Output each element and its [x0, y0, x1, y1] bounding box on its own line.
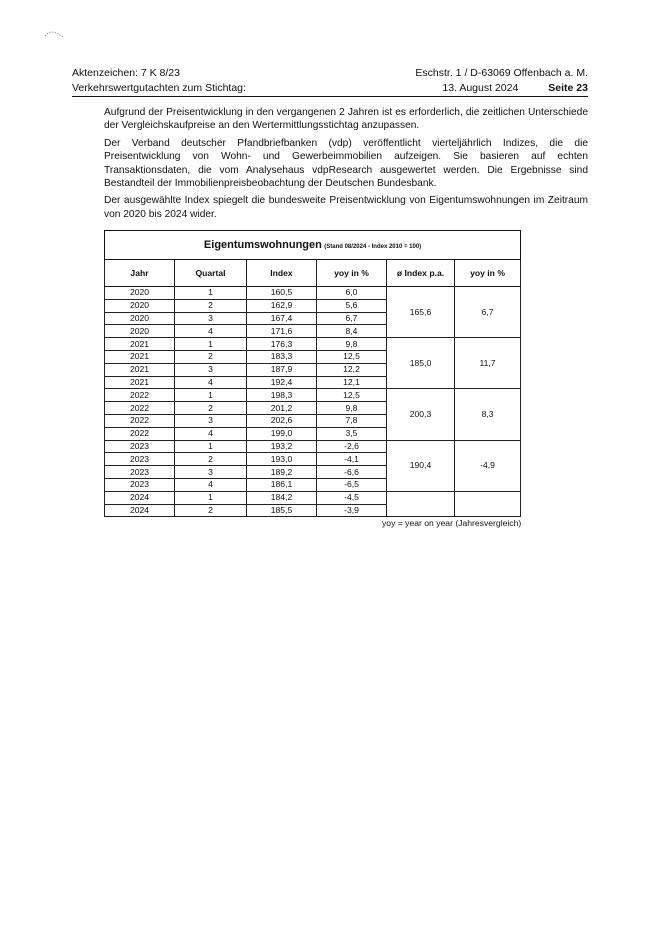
cell-year: 2020: [105, 325, 175, 338]
cell-annual-yoy: 6,7: [455, 287, 521, 338]
cell-index: 185,5: [247, 504, 317, 517]
price-index-table: [104, 230, 521, 517]
cell-quarter: 1: [175, 389, 247, 402]
cell-year: 2021: [105, 363, 175, 376]
cell-year: 2021: [105, 338, 175, 351]
cell-yoy: 9,8: [317, 402, 387, 415]
cell-yoy: -6,6: [317, 466, 387, 479]
table-row: [105, 440, 521, 453]
cell-quarter: 1: [175, 491, 247, 504]
cell-avg-index: 200,3: [387, 389, 455, 440]
paragraph-3: Der ausgewählte Index spiegelt die bundesweite Preisentwicklung von Eigentumswohnungen im Zeitraum von 2020 bis 2024 wider.: [104, 195, 588, 220]
table-row: [105, 389, 521, 402]
body-text: [104, 106, 588, 225]
col-header-quarter: Quartal: [175, 260, 247, 287]
cell-index: 171,6: [247, 325, 317, 338]
cell-index: 189,2: [247, 466, 317, 479]
file-reference: Aktenzeichen: 7 K 8/23: [72, 67, 180, 79]
cell-quarter: 3: [175, 466, 247, 479]
header-row-1: [72, 66, 588, 81]
cell-quarter: 2: [175, 504, 247, 517]
cell-annual-yoy: -4,9: [455, 440, 521, 491]
cell-yoy: -6,5: [317, 478, 387, 491]
col-header-year: Jahr: [105, 260, 175, 287]
cell-index: 183,3: [247, 350, 317, 363]
table-header-row: [105, 260, 521, 287]
table-title: Eigentumswohnungen: [203, 239, 322, 251]
cell-year: 2024: [105, 491, 175, 504]
table-row: [105, 491, 521, 504]
table-row: [105, 338, 521, 351]
cell-year: 2021: [105, 350, 175, 363]
cell-quarter: 1: [175, 440, 247, 453]
cell-year: 2022: [105, 402, 175, 415]
table-subtitle: (Stand 08/2024 - Index 2010 = 100): [324, 244, 422, 250]
cell-index: 176,3: [247, 338, 317, 351]
col-header-avg-index: ø Index p.a.: [387, 260, 455, 287]
cell-avg-index: 190,4: [387, 440, 455, 491]
col-header-annual-yoy: yoy in %: [455, 260, 521, 287]
cell-quarter: 4: [175, 376, 247, 389]
cell-year: 2020: [105, 312, 175, 325]
cell-index: 167,4: [247, 312, 317, 325]
cell-index: 186,1: [247, 478, 317, 491]
report-date: 13. August 2024: [442, 82, 519, 94]
cell-year: 2023: [105, 478, 175, 491]
table-title-cell: [105, 231, 521, 260]
court-address: Eschstr. 1 / D-63069 Offenbach a. M.: [415, 67, 588, 79]
cell-yoy: 12,1: [317, 376, 387, 389]
cell-index: 201,2: [247, 402, 317, 415]
cell-index: 202,6: [247, 414, 317, 427]
cell-year: 2022: [105, 414, 175, 427]
cell-annual-yoy: 11,7: [455, 338, 521, 389]
cell-quarter: 3: [175, 363, 247, 376]
cell-index: 199,0: [247, 427, 317, 440]
paragraph-2: Der Verband deutscher Pfandbriefbanken (vdp) veröffentlicht vierteljährlich Indizes, die die Preisentwicklung von Wohn- und Gewerbeimmobilien aufzeigen. Sie basieren auf echten Transaktionsdaten, die vom Analysehaus vdpResearch ausgewertet werden. Die Ergebnisse sind Bestandteil der Immobilienpreisbeobachtung der Deutschen Bundesbank.: [104, 137, 588, 190]
cell-index: 193,0: [247, 453, 317, 466]
cell-index: 160,5: [247, 287, 317, 300]
cell-yoy: 12,5: [317, 389, 387, 402]
page-number: Seite 23: [548, 82, 588, 94]
cell-annual-yoy: [455, 491, 521, 517]
cell-yoy: 6,7: [317, 312, 387, 325]
cell-year: 2023: [105, 466, 175, 479]
cell-quarter: 4: [175, 427, 247, 440]
table-footnote: yoy = year on year (Jahresvergleich): [382, 518, 522, 528]
cell-yoy: 12,5: [317, 350, 387, 363]
cell-avg-index: 185,0: [387, 338, 455, 389]
cell-quarter: 2: [175, 453, 247, 466]
cell-yoy: -3,9: [317, 504, 387, 517]
scan-artifact-mark: [44, 30, 64, 38]
cell-index: 198,3: [247, 389, 317, 402]
cell-yoy: -2,6: [317, 440, 387, 453]
cell-index: 192,4: [247, 376, 317, 389]
cell-index: 184,2: [247, 491, 317, 504]
cell-index: 162,9: [247, 299, 317, 312]
cell-index: 193,2: [247, 440, 317, 453]
cell-year: 2023: [105, 440, 175, 453]
cell-year: 2024: [105, 504, 175, 517]
cell-yoy: 6,0: [317, 287, 387, 300]
cell-quarter: 4: [175, 478, 247, 491]
cell-annual-yoy: 8,3: [455, 389, 521, 440]
col-header-yoy: yoy in %: [317, 260, 387, 287]
cell-year: 2022: [105, 427, 175, 440]
col-header-index: Index: [247, 260, 317, 287]
cell-year: 2020: [105, 299, 175, 312]
cell-quarter: 4: [175, 325, 247, 338]
cell-quarter: 2: [175, 350, 247, 363]
cell-quarter: 1: [175, 338, 247, 351]
cell-avg-index: [387, 491, 455, 517]
cell-yoy: 5,6: [317, 299, 387, 312]
cell-yoy: 9,8: [317, 338, 387, 351]
cell-yoy: 8,4: [317, 325, 387, 338]
cell-yoy: 3,5: [317, 427, 387, 440]
cell-quarter: 1: [175, 287, 247, 300]
cell-yoy: -4,5: [317, 491, 387, 504]
paragraph-1: Aufgrund der Preisentwicklung in den vergangenen 2 Jahren ist es erforderlich, die zeitlichen Unterschiede der Vergleichskaufpreise an den Wertermittlungsstichtag anzupassen.: [104, 107, 588, 132]
header-right-group: [442, 81, 588, 96]
cell-yoy: 12,2: [317, 363, 387, 376]
cell-year: 2020: [105, 287, 175, 300]
cell-year: 2022: [105, 389, 175, 402]
table-title-row: [105, 231, 521, 260]
cell-quarter: 2: [175, 299, 247, 312]
cell-index: 187,9: [247, 363, 317, 376]
cell-yoy: -4,1: [317, 453, 387, 466]
table-row: [105, 287, 521, 300]
document-title: Verkehrswertgutachten zum Stichtag:: [72, 82, 246, 94]
page-header: [72, 66, 588, 97]
cell-avg-index: 165,6: [387, 287, 455, 338]
cell-yoy: 7,8: [317, 414, 387, 427]
cell-quarter: 3: [175, 312, 247, 325]
table-body: [105, 287, 521, 517]
cell-quarter: 3: [175, 414, 247, 427]
header-row-2: [72, 81, 588, 97]
cell-quarter: 2: [175, 402, 247, 415]
cell-year: 2023: [105, 453, 175, 466]
cell-year: 2021: [105, 376, 175, 389]
